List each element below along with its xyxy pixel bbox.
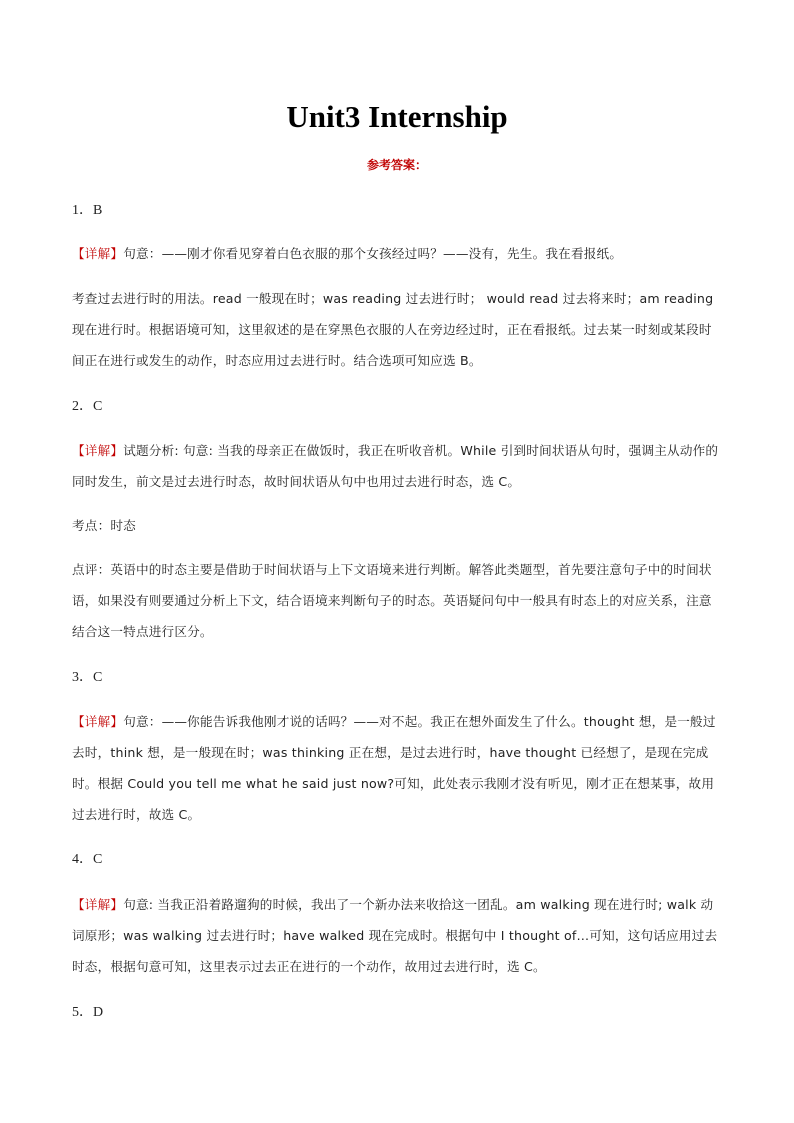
page-title: Unit3 Internship (286, 99, 508, 134)
detail-text: 句意：——刚才你看见穿着白色衣服的那个女孩经过吗？——没有，先生。我在看报纸。 (123, 246, 623, 261)
detail-paragraph (72, 889, 724, 982)
question-number: 5．D (72, 1005, 104, 1020)
question-number: 2．C (72, 399, 103, 414)
question-number: 4．C (72, 852, 103, 867)
explanation-paragraph: 考查过去进行时的用法。read 一般现在时；was reading 过去进行时； would read 过去将来时；am reading 现在进行时。根据语境可知，这里叙述的是在穿黑色衣服的人在旁边经过时，正在看报纸。过去某一时刻或某段时间正在进行或发生的动作，时态应用过去进行时。结合选项可知应选 B。 (72, 291, 714, 368)
detail-tag: 【详解】 (72, 897, 124, 912)
detail-tag: 【详解】 (72, 443, 124, 458)
comment-paragraph: 点评：英语中的时态主要是借助于时间状语与上下文语境来进行判断。解答此类题型，首先要注意句子中的时间状语，如果没有则要通过分析上下文，结合语境来判断句子的时态。英语疑问句中一般具有时态上的对应关系，注意结合这一特点进行区分。 (72, 562, 712, 639)
answer-key-heading: 参考答案： (366, 158, 427, 172)
question-number: 1．B (72, 203, 103, 218)
point-paragraph: 考点：时态 (72, 518, 136, 533)
detail-paragraph (72, 706, 724, 830)
detail-paragraph (72, 435, 724, 497)
detail-text: 句意：——你能告诉我他刚才说的话吗？——对不起。我正在想外面发生了什么。thought 想，是一般过去时，think 想，是一般现在时；was thinking 正在想，是过去进行时，have thought 已经想了，是现在完成时。根据 Could you tell me what he said just now?可知，此处表示我刚才没有听见，刚才正在想某事，故用过去进行时，故选 C。 (72, 714, 716, 822)
question-number: 3．C (72, 670, 103, 685)
detail-tag: 【详解】 (72, 714, 124, 729)
detail-tag: 【详解】 (72, 246, 124, 261)
detail-paragraph (72, 238, 724, 269)
detail-text: 试题分析: 句意: 当我的母亲正在做饭时，我正在听收音机。While 引到时间状语从句时，强调主从动作的同时发生，前文是过去进行时态，故时间状语从句中也用过去进行时态，选 C。 (72, 443, 719, 489)
detail-text: 句意: 当我正沿着路遛狗的时候，我出了一个新办法来收拾这一团乱。am walking 现在进行时; walk 动词原形；was walking 过去进行时；have walked 现在完成时。根据句中 I thought of…可知，这句话应用过去时态，根据句意可知，这里表示过去正在进行的一个动作，故用过去进行时，选 C。 (72, 897, 718, 974)
